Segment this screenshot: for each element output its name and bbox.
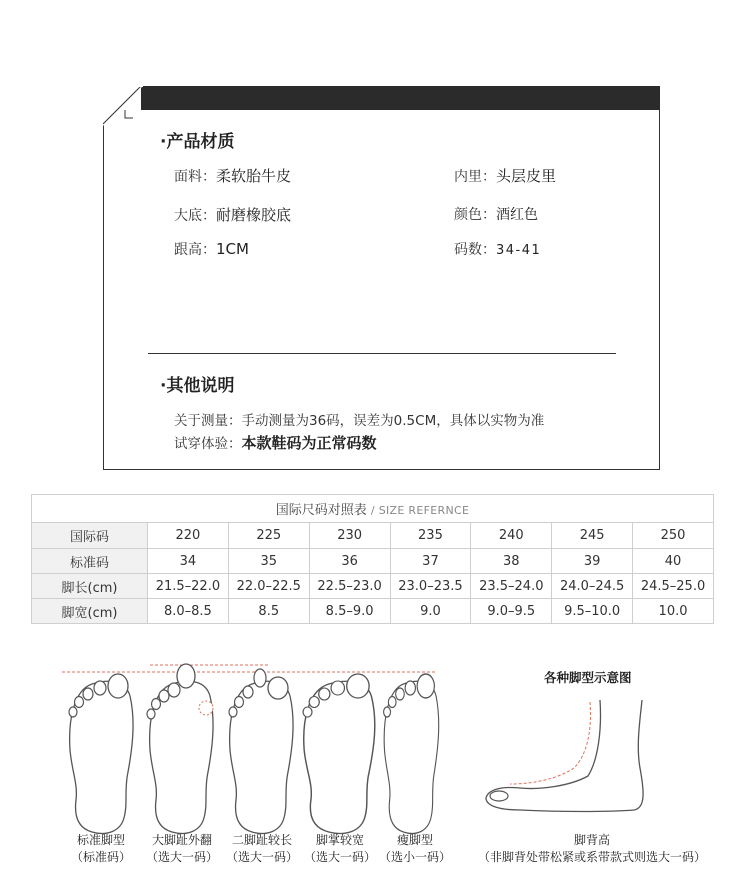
table-cell: 39 (552, 549, 633, 574)
table-cell: 9.5–10.0 (552, 599, 633, 624)
size-table-caption (32, 495, 714, 523)
table-cell: 230 (309, 523, 390, 549)
table-cell: 225 (228, 523, 309, 549)
table-cell: 9.0 (390, 599, 471, 624)
outsole-row (174, 204, 291, 225)
foot-type-name: 瘦脚型 (396, 833, 433, 847)
table-cell: 23.5–24.0 (471, 574, 552, 599)
notes-section-title: ·其他说明 (160, 376, 235, 396)
table-cell: 22.5–23.0 (309, 574, 390, 599)
fabric-row (174, 165, 291, 186)
foot-types-section (0, 650, 750, 886)
table-cell: 37 (390, 549, 471, 574)
table-cell: 10.0 (633, 599, 714, 624)
foot-type-advice: （非脚背处带松紧或系带款式则选大一码） (477, 850, 706, 864)
card-header-bar (141, 86, 660, 110)
color-value: 酒红色 (496, 207, 538, 223)
slim-foot-icon (384, 674, 439, 833)
foot-type-standard (66, 832, 136, 866)
foot-type-wide (298, 832, 382, 866)
bunion-foot-icon (147, 664, 213, 833)
size-range-row (454, 239, 541, 259)
lining-label: 内里： (454, 169, 496, 185)
foot-type-name: 标准脚型 (76, 833, 125, 847)
size-table-subtitle: / SIZE REFERNCE (370, 504, 470, 517)
high-instep-foot-icon (486, 700, 643, 812)
color-label: 颜色： (454, 207, 496, 223)
table-cell: 240 (471, 523, 552, 549)
foot-type-slim (376, 832, 454, 866)
table-row-intl (32, 523, 714, 549)
table-cell: 36 (309, 549, 390, 574)
table-cell: 34 (148, 549, 229, 574)
product-info-card (103, 86, 660, 470)
size-reference-table (31, 494, 714, 624)
folded-corner-icon (103, 86, 143, 126)
lining-row (454, 165, 556, 186)
table-cell: 24.0–24.5 (552, 574, 633, 599)
foot-type-name: 二脚趾较长 (231, 833, 292, 847)
foot-type-advice: （选小一码） (378, 850, 451, 864)
fitting-value: 本款鞋码为正常码数 (241, 434, 377, 452)
row-header: 国际码 (32, 523, 148, 549)
foot-type-advice: （标准码） (70, 850, 131, 864)
fabric-label: 面料： (174, 169, 216, 185)
table-cell: 21.5–22.0 (148, 574, 229, 599)
foot-type-high-instep (472, 832, 712, 866)
foot-type-bunion (140, 832, 224, 866)
table-cell: 24.5–25.0 (633, 574, 714, 599)
wide-foot-icon (303, 674, 375, 833)
table-cell: 22.0–22.5 (228, 574, 309, 599)
fitting-row (174, 432, 377, 453)
table-cell: 38 (471, 549, 552, 574)
table-cell: 9.0–9.5 (471, 599, 552, 624)
fabric-value: 柔软胎牛皮 (216, 167, 292, 185)
standard-foot-icon (69, 674, 133, 833)
section-divider (148, 353, 616, 354)
heel-row (174, 239, 249, 259)
table-cell: 40 (633, 549, 714, 574)
foot-type-advice: （选大一码） (225, 850, 298, 864)
table-row-standard (32, 549, 714, 574)
material-section-title: ·产品材质 (160, 132, 235, 152)
long-second-toe-foot-icon (229, 669, 293, 833)
table-cell: 23.0–23.5 (390, 574, 471, 599)
size-range-value: 34-41 (496, 243, 542, 258)
table-cell: 8.0–8.5 (148, 599, 229, 624)
table-row-width (32, 599, 714, 624)
row-header: 标准码 (32, 549, 148, 574)
heel-value: 1CM (216, 240, 249, 258)
size-table-title: 国际尺码对照表 (275, 503, 367, 518)
color-row (454, 204, 538, 224)
heel-label: 跟高： (174, 242, 216, 258)
measure-note: 关于测量：手动测量为36码，误差为0.5CM，具体以实物为准 (174, 413, 545, 429)
size-range-label: 码数： (454, 242, 496, 258)
fitting-label: 试穿体验： (174, 436, 242, 452)
foot-type-name: 大脚趾外翻 (151, 833, 212, 847)
table-cell: 245 (552, 523, 633, 549)
table-cell: 35 (228, 549, 309, 574)
table-cell: 8.5–9.0 (309, 599, 390, 624)
foot-type-advice: （选大一码） (145, 850, 218, 864)
table-cell: 250 (633, 523, 714, 549)
table-row-length (32, 574, 714, 599)
foot-type-advice: （选大一码） (303, 850, 376, 864)
outsole-label: 大底： (174, 208, 216, 224)
row-header: 脚宽(cm) (32, 599, 148, 624)
foot-type-name: 脚掌较宽 (315, 833, 364, 847)
table-cell: 235 (390, 523, 471, 549)
foot-diagram-title: 各种脚型示意图 (544, 670, 632, 685)
outsole-value: 耐磨橡胶底 (216, 206, 292, 224)
table-cell: 220 (148, 523, 229, 549)
row-header: 脚长(cm) (32, 574, 148, 599)
table-cell: 8.5 (228, 599, 309, 624)
lining-value: 头层皮里 (496, 167, 557, 185)
foot-type-long-second-toe (220, 832, 304, 866)
foot-type-name: 脚背高 (573, 833, 610, 847)
